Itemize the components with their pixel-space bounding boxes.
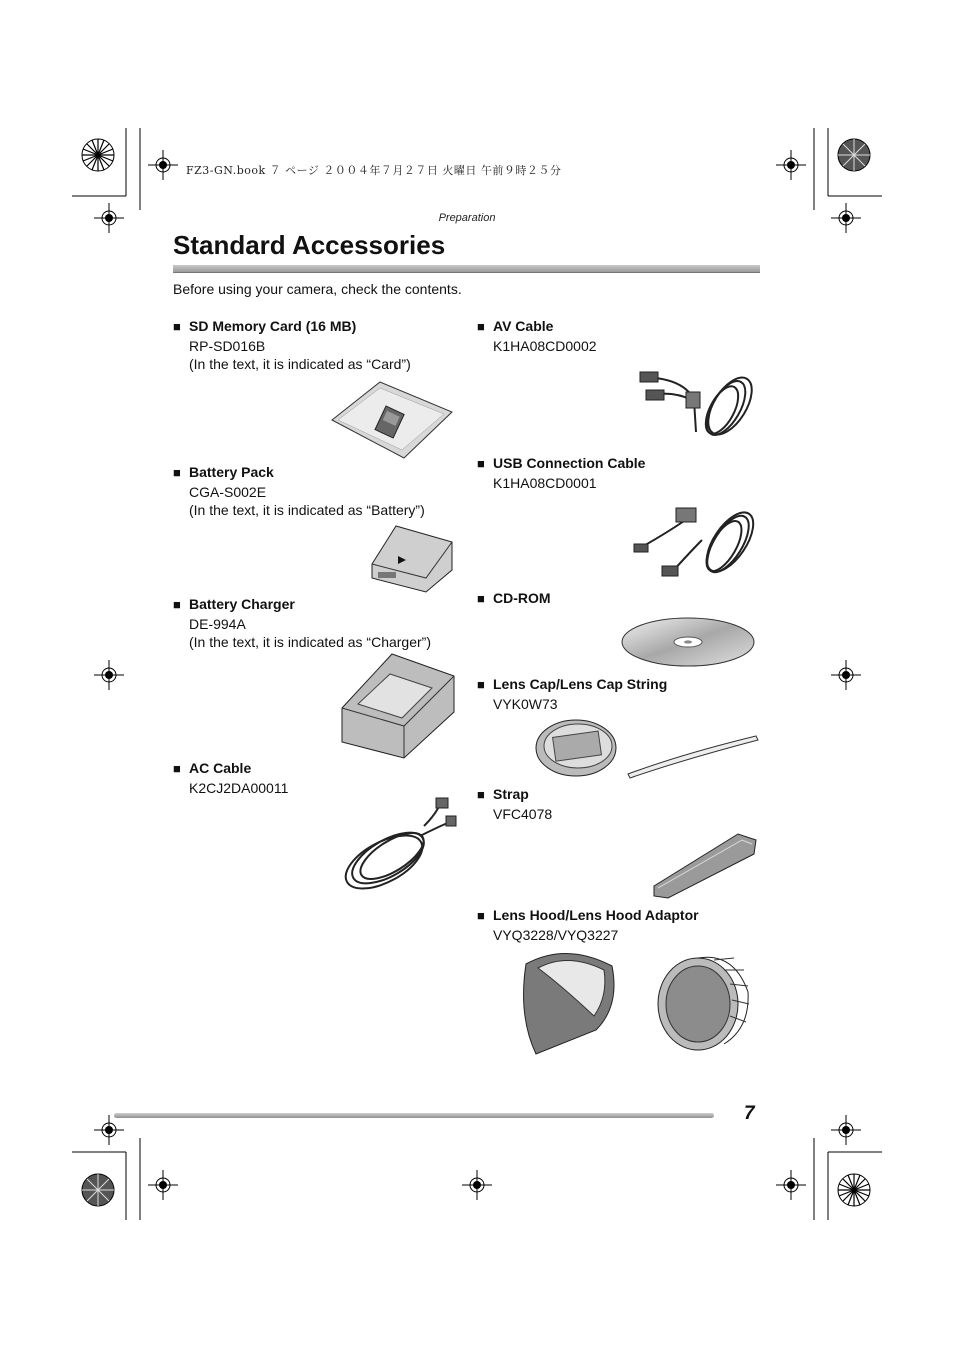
accessory-note: (In the text, it is indicated as “Charger”) [189,634,431,650]
accessory-note: (In the text, it is indicated as “Battery”) [189,502,425,518]
print-production-header: FZ3-GN.book ７ ページ ２００４年７月２７日 火曜日 午前９時２５分 [186,164,562,177]
part-number: VFC4078 [493,805,553,822]
bullet-icon: ■ [477,591,485,606]
registration-wheel-icon [80,1172,116,1208]
accessory-item-lens-cap [477,675,667,713]
ac-cable-icon [340,796,458,894]
accessory-name-text: AV Cable [493,318,554,334]
intro-text: Before using your camera, check the contents. [173,281,462,297]
sd-card-icon [330,378,454,462]
accessory-name-text: AC Cable [189,760,252,776]
battery-charger-icon [340,652,456,760]
registration-target-icon [462,1170,492,1200]
part-number: DE-994A [189,615,246,632]
strap-icon [650,830,760,900]
accessory-item-battery-charger [173,595,431,652]
accessory-item-sd-card [173,317,411,374]
accessory-name [477,906,699,926]
bullet-icon: ■ [173,319,181,334]
accessory-name [477,785,552,805]
av-cable-icon [636,352,760,450]
bullet-icon: ■ [477,908,485,923]
part-number: K1HA08CD0001 [493,474,597,491]
section-label: Preparation [438,212,496,224]
page-title: Standard Accessories [173,230,446,260]
accessory-name [173,759,288,779]
usb-cable-icon [632,490,760,590]
accessory-name [477,317,597,337]
registration-target-icon [148,1170,178,1200]
registration-target-icon [831,1115,861,1145]
accessory-item-lens-hood [477,906,699,944]
part-number: K1HA08CD0002 [493,337,597,354]
accessory-name [173,463,425,483]
registration-wheel-icon [836,137,872,173]
registration-target-icon [94,660,124,690]
part-number: K2CJ2DA00011 [189,779,289,796]
bullet-icon: ■ [477,319,485,334]
accessory-item-cd-rom [477,589,551,609]
accessory-item-strap [477,785,552,823]
accessory-name-text: Battery Charger [189,596,295,612]
accessory-name-text: Lens Cap/Lens Cap String [493,676,668,692]
registration-wheel-icon [80,137,116,173]
part-number: RP-SD016B [189,337,266,354]
part-number: VYQ3228/VYQ3227 [493,926,619,943]
part-number: CGA-S002E [189,483,267,500]
registration-target-icon [776,1170,806,1200]
lens-hood-icon [516,946,618,1058]
accessory-item-av-cable [477,317,597,355]
lens-cap-icon [532,718,760,782]
bullet-icon: ■ [477,677,485,692]
accessory-name [477,589,551,609]
accessory-item-ac-cable [173,759,288,797]
bullet-icon: ■ [173,465,181,480]
accessory-name [173,595,431,615]
part-number: VYK0W73 [493,695,558,712]
accessory-note: (In the text, it is indicated as “Card”) [189,356,411,372]
accessory-name-text: CD-ROM [493,590,551,606]
bullet-icon: ■ [477,456,485,471]
accessory-name [173,317,411,337]
registration-wheel-icon [836,1172,872,1208]
battery-pack-icon [368,522,454,594]
footer-bar [114,1113,714,1118]
accessory-name-text: SD Memory Card (16 MB) [189,318,357,334]
registration-target-icon [94,1115,124,1145]
bullet-icon: ■ [173,597,181,612]
accessory-name-text: USB Connection Cable [493,455,646,471]
accessory-name [477,454,645,474]
lens-hood-adaptor-icon [654,948,752,1052]
bullet-icon: ■ [173,761,181,776]
page-number: 7 [744,1103,755,1124]
cd-rom-icon [620,614,758,668]
registration-target-icon [148,150,178,180]
registration-target-icon [776,150,806,180]
bullet-icon: ■ [477,787,485,802]
title-rule [173,265,760,273]
accessory-name-text: Strap [493,786,529,802]
accessory-name-text: Lens Hood/Lens Hood Adaptor [493,907,699,923]
accessory-name [477,675,667,695]
accessory-item-battery-pack [173,463,425,520]
registration-target-icon [831,660,861,690]
accessory-name-text: Battery Pack [189,464,274,480]
accessory-item-usb-cable [477,454,645,492]
